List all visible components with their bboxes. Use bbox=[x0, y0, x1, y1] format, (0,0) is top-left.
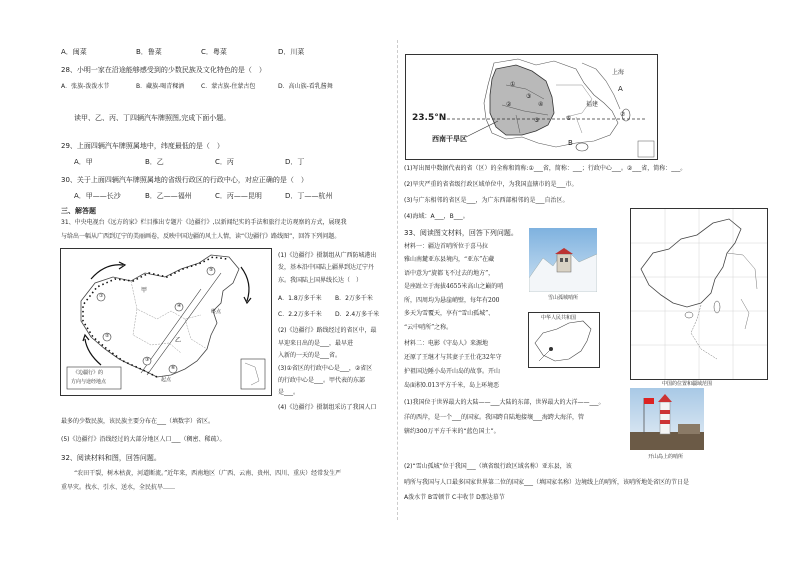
china-position-map bbox=[630, 208, 768, 380]
q33-material2-line4: 岛面积0.013平方千米，岛上环境恶 bbox=[404, 382, 500, 389]
q33-2-options[interactable]: A泼水节 B雪顿节 C丰收节 D那达慕节 bbox=[404, 494, 505, 501]
snow-mountain-post-photo bbox=[529, 228, 597, 292]
q31-3-line2: 的行政中心是___。甲代表的东部 bbox=[278, 377, 366, 384]
map2-label-a: A bbox=[618, 85, 623, 93]
q29-option-a[interactable]: A．甲 bbox=[74, 158, 93, 166]
q30-option-b[interactable]: B．乙——福州 bbox=[145, 192, 192, 200]
q27-option-c[interactable]: C．粤菜 bbox=[201, 48, 227, 56]
q33-material1-line5: 所，四周均为悬崖峭壁，每年有200 bbox=[404, 297, 500, 304]
q32-material-line2: 重旱灾。找水、引水、送水，全民抗旱…… bbox=[61, 484, 176, 491]
map2-label-b: B bbox=[568, 139, 573, 147]
q31-1-option-d[interactable]: D．2.4万多千米 bbox=[335, 311, 380, 318]
q32-material-line1: “农田干裂，树木枯黄，河道断流。”近年来，西南地区（广西、云南、贵州、四川、重庆）经常发生严 bbox=[74, 470, 342, 477]
q31-3-line1: (3)①省区的行政中心是___，②省区 bbox=[278, 365, 373, 372]
q28-option-c[interactable]: C．蒙古族-住蒙古包 bbox=[201, 83, 256, 90]
q31-5: (5)《边疆行》沿线经过的大部分地区人口___（稠密、稀疏）。 bbox=[61, 436, 226, 443]
q31-1-line1: (1)《边疆行》摄制组从广西防城港出 bbox=[278, 252, 377, 259]
map2-number-7: ⑦ bbox=[620, 111, 626, 118]
southwest-drought-map bbox=[405, 54, 658, 160]
q33-material2-line1: 材料二：电影《守岛人》来源地 bbox=[404, 340, 489, 347]
q28-option-a[interactable]: A．张族-泼泼水节 bbox=[61, 83, 110, 90]
q32-intro: 32、阅读材料和图，回答问题。 bbox=[61, 454, 161, 462]
photo1-caption: 雪山孤城哨所 bbox=[548, 295, 579, 301]
q33-material1-line1: 材料一：疆边首哨所位于喜马拉 bbox=[404, 243, 489, 250]
map2-label-drought: 西南干旱区 bbox=[432, 135, 467, 143]
q32-3: (3)与广东相邻的省区是___，为广东西部相邻的是___自治区。 bbox=[404, 197, 569, 204]
q33-material1-line7: “云中哨所”之称。 bbox=[404, 324, 453, 331]
q33-material1-line3: 语中意为“旋都飞不过去的地方”， bbox=[404, 270, 495, 277]
section-3-title: 三、解答题 bbox=[61, 207, 96, 215]
q29-option-d[interactable]: D．丁 bbox=[285, 158, 305, 166]
q28-stem: 28、小明一家在沿途能够感受到的少数民族及文化特色的是（ ） bbox=[61, 66, 266, 74]
island-post-photo bbox=[630, 388, 704, 450]
map2-label-tropic: 23.5°N bbox=[412, 113, 447, 123]
q27-option-b[interactable]: B．鲁菜 bbox=[136, 48, 162, 56]
q31-1-option-b[interactable]: B．2万多千米 bbox=[335, 295, 373, 302]
q33-intro: 33、阅读图文材料，回答下列问题。 bbox=[404, 229, 518, 237]
map2-number-4: ④ bbox=[538, 101, 544, 108]
map2-label-shanghai: 上海 bbox=[612, 69, 625, 76]
photo2-caption: 开山岛上的哨所 bbox=[648, 454, 684, 460]
q31-intro-line1: 31、中央电视台《远方的家》栏目推出专题片《边疆行》,以新闻纪实的手法和旅行走访观察的方式，展现我 bbox=[61, 219, 347, 226]
q32-1: (1)写出图中数据代表的省（区）的全称和简称:①___省，简称：___；行政中心___。②___省，简称：___。 bbox=[404, 165, 687, 172]
q27-option-d[interactable]: D．川菜 bbox=[278, 48, 305, 56]
q29-stem: 29、上面四辆汽车牌照属地中，纬度最低的是（ ） bbox=[61, 142, 224, 150]
q28-option-d[interactable]: D．高山族-看乳酱舞 bbox=[278, 83, 333, 90]
q31-1-option-c[interactable]: C．2.2万多千米 bbox=[278, 311, 322, 318]
map1-label-end: 终点 bbox=[211, 309, 222, 315]
column-divider bbox=[397, 40, 398, 520]
q30-stem: 30、关于上面四辆汽车牌照属地的省级行政区的行政中心，对应正确的是（ ） bbox=[61, 176, 308, 184]
q33-1-line2: 洋的西岸，是一个___的国家。我国跨自陆地接壤___海跨大海洋，管 bbox=[404, 414, 585, 421]
china-small-map bbox=[528, 312, 600, 368]
map1-route-caption-2: 方向与途经地点 bbox=[71, 379, 107, 385]
q29-option-b[interactable]: B．乙 bbox=[145, 158, 164, 166]
q32-4: (4)海域：A___，B___。 bbox=[404, 213, 469, 220]
big-map-caption: 中国的位置和疆域范围 bbox=[662, 381, 713, 387]
q33-material2-line2: 还原了王继才与其妻子王仕花32年守 bbox=[404, 354, 502, 361]
q30-option-c[interactable]: C．丙——昆明 bbox=[215, 192, 262, 200]
map1-label-start: 起点 bbox=[161, 377, 172, 383]
map1-route-caption-1: 《边疆行》的 bbox=[73, 370, 104, 376]
map1-label-yi: 乙 bbox=[175, 337, 182, 344]
q31-1-line2: 发，基本沿中国陆上疆界到达辽宁丹 bbox=[278, 264, 375, 271]
map2-number-6: ⑥ bbox=[566, 115, 572, 122]
q33-1-line3: 辖约300万平方千米的“蓝色国土”。 bbox=[404, 428, 500, 435]
map2-number-5: ⑤ bbox=[534, 117, 540, 124]
reading-intro: 读甲、乙、丙、丁四辆汽车牌照图,完成下面小题。 bbox=[74, 114, 231, 122]
q31-4-line1: (4)《边疆行》摄制组采访了我国人口 bbox=[278, 404, 377, 411]
map1-label-jia: 甲 bbox=[141, 287, 148, 294]
q30-option-d[interactable]: D．丁——杭州 bbox=[285, 192, 333, 200]
small-map-label: 中华人民共和国 bbox=[541, 315, 577, 321]
map2-label-fujian: 福建 bbox=[586, 101, 599, 108]
q31-1-line3: 东。我国陆上国界线长达（ ） bbox=[278, 277, 363, 284]
q31-intro-line2: 与给出一幅从广西到辽宁的美丽画卷，反映中国边疆的风土人情，读“《边疆行》路线图”，回答下列问题。 bbox=[61, 233, 341, 240]
map2-number-2: ② bbox=[506, 101, 512, 108]
q33-material2-line3: 护祖国边陲小岛开山岛的故事。开山 bbox=[404, 368, 501, 375]
q33-1-line1: (1)我国位于世界最大的大陆——___大陆的东部，世界最大的大洋——___。 bbox=[404, 399, 605, 406]
q30-option-a[interactable]: A．甲——长沙 bbox=[74, 192, 121, 200]
map2-number-3: ③ bbox=[526, 93, 532, 100]
border-route-map: ① ② ③ ④ ⑤ ⑥ 甲 乙 终点 起点 《边疆行》的 方向与途经地点 bbox=[60, 248, 272, 396]
q31-2-line1: (2)《边疆行》路线经过的省区中，最 bbox=[278, 327, 377, 334]
q33-2-line2: 哨所与我国与人口最多国家世界第二位的国家___（填国家名称）边境线上的哨所，该哨所地处省区的节日是 bbox=[404, 479, 690, 486]
map2-number-1: ① bbox=[510, 81, 516, 88]
q27-option-a[interactable]: A．闽菜 bbox=[61, 48, 87, 56]
q33-2-line1: (2)“雪山孤城”位于我国___（填省级行政区域名称）亚东县，该 bbox=[404, 463, 572, 470]
q28-option-b[interactable]: B．藏族-喝青稞酒 bbox=[136, 83, 185, 90]
q31-3-line3: 是___。 bbox=[278, 389, 300, 396]
q33-material1-line2: 雅山南麓亚东县境内，“亚东”在藏 bbox=[404, 256, 495, 263]
q33-material1-line4: 是座趾立于海拔4655米高山之巅的哨 bbox=[404, 283, 504, 290]
q31-2-line3: 入新的一天的是___省。 bbox=[278, 352, 342, 359]
q31-1-option-a[interactable]: A．1.8万多千米 bbox=[278, 295, 322, 302]
q29-option-c[interactable]: C．丙 bbox=[215, 158, 234, 166]
q32-2: (2)旱灾严重的省省级行政区域单位中，为我国直辖市的是___市。 bbox=[404, 181, 578, 188]
q31-2-line2: 早迎来日出的是___，最早进 bbox=[278, 340, 354, 347]
q33-material1-line6: 多天为雪覆天，享有“雪山孤城”、 bbox=[404, 310, 495, 317]
q31-4-line2: 最多的少数民族，该民族主要分布在___（填数字）省区。 bbox=[61, 418, 215, 425]
